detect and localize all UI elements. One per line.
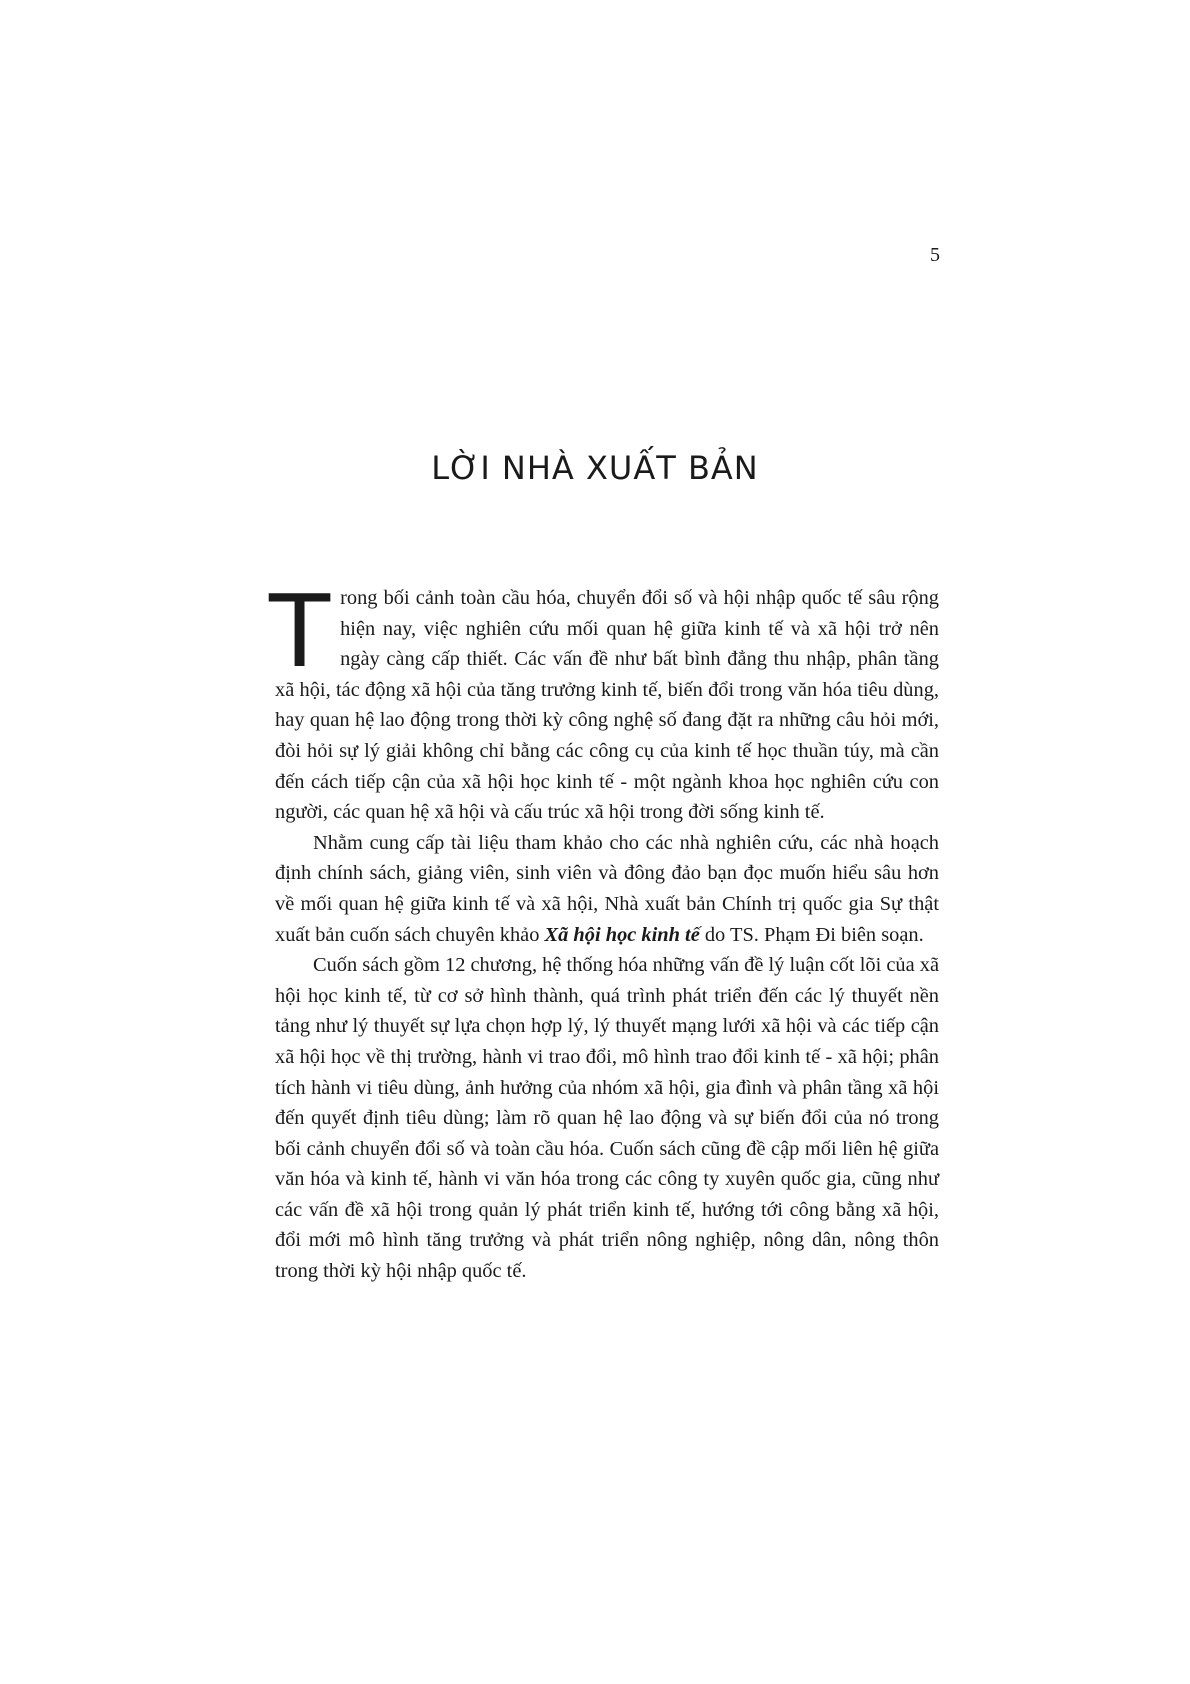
paragraph-2-after: do TS. Phạm Đi biên soạn. [699, 923, 924, 946]
paragraph-2-before: Nhằm cung cấp tài liệu tham khảo cho các nhà nghiên cứu, các nhà hoạch định chính sách, giảng viên, sinh viên và đông đảo bạn đọc muốn hiểu sâu hơn về mối quan hệ giữa kinh tế và xã hội, Nhà xuất bản Chính trị quốc gia Sự thật xuất bản cuốn sách chuyên khảo [275, 831, 939, 946]
page-number: 5 [930, 244, 940, 266]
page-title: LỜI NHÀ XUẤT BẢN [431, 449, 759, 487]
book-title: Xã hội học kinh tế [544, 923, 700, 946]
paragraph-3: Cuốn sách gồm 12 chương, hệ thống hóa những vấn đề lý luận cốt lõi của xã hội học kinh tế, từ cơ sở hình thành, quá trình phát triển đến các lý thuyết nền tảng như lý thuyết sự lựa chọn hợp lý, lý thuyết mạng lưới xã hội và các tiếp cận xã hội học về thị trường, hành vi trao đổi, mô hình trao đổi kinh tế - xã hội; phân tích hành vi tiêu dùng, ảnh hưởng của nhóm xã hội, gia đình và phân tầng xã hội đến quyết định tiêu dùng; làm rõ quan hệ lao động và sự biến đổi của nó trong bối cảnh chuyển đổi số và toàn cầu hóa. Cuốn sách cũng đề cập mối liên hệ giữa văn hóa và kinh tế, hành vi văn hóa trong các công ty xuyên quốc gia, cũng như các vấn đề xã hội trong quản lý phát triển kinh tế, hướng tới công bằng xã hội, đổi mới mô hình tăng trưởng và phát triển nông nghiệp, nông dân, nông thôn trong thời kỳ hội nhập quốc tế. [275, 954, 939, 1283]
intro-text: rong bối cảnh toàn cầu hóa, chuyển đổi số và hội nhập quốc tế sâu rộng hiện nay, việc nghiên cứu mối quan hệ giữa kinh tế và xã hội trở nên ngày càng cấp thiết. Các vấn đề như bất bình đẳng thu nhập, phân tầng xã hội, tác động xã hội của tăng trưởng kinh tế, biến đổi trong văn hóa tiêu dùng, hay quan hệ lao động trong thời kỳ công nghệ số đang đặt ra những câu hỏi mới, đòi hỏi sự lý giải không chỉ bằng các công cụ của kinh tế học thuần túy, mà cần đến cách tiếp cận của xã hội học kinh tế - một ngành khoa học nghiên cứu con người, các quan hệ xã hội và cấu trúc xã hội trong đời sống kinh tế. [275, 587, 939, 824]
intro-paragraph [269, 573, 939, 828]
body-text [269, 573, 939, 1287]
paragraph-2 [275, 828, 939, 950]
drop-cap: T [269, 573, 331, 690]
